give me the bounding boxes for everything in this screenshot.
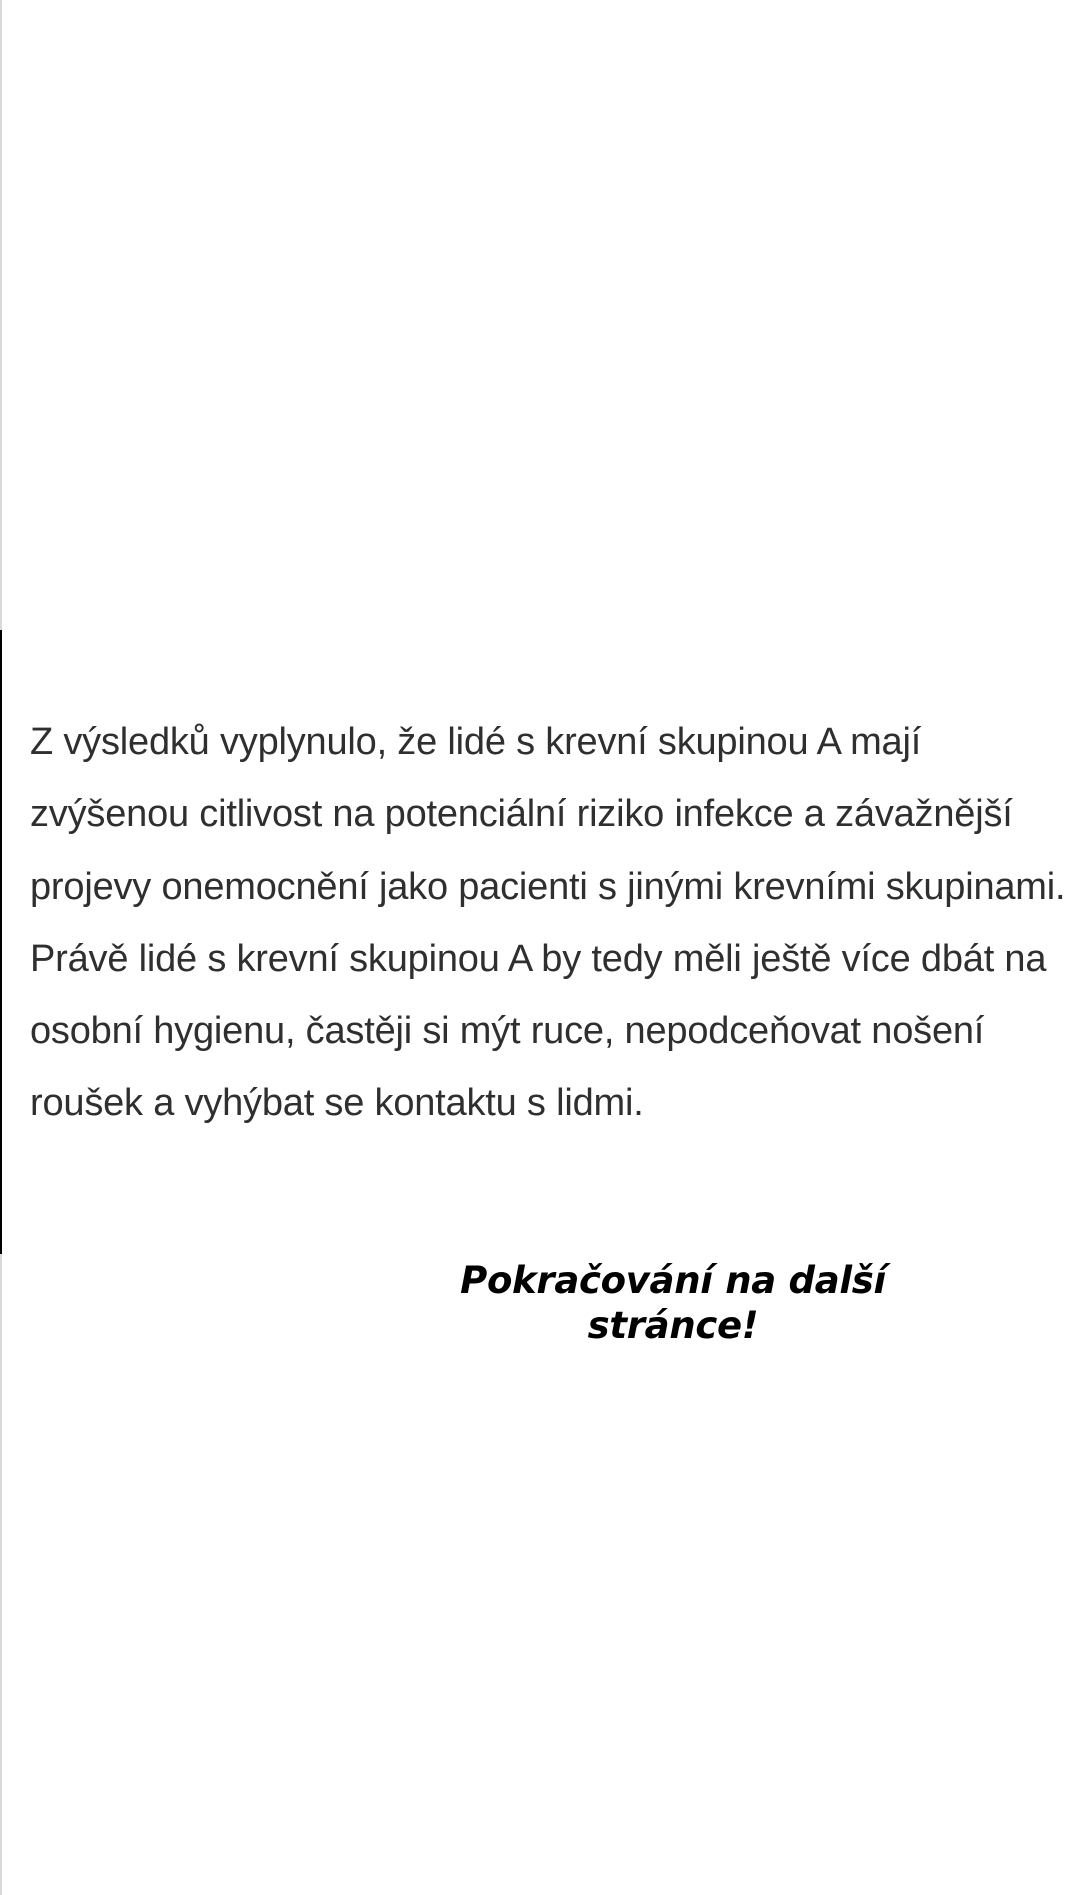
continuation-note: Pokračování na další stránce! bbox=[460, 1259, 886, 1347]
text-block-edge-marker bbox=[0, 630, 2, 1254]
article-paragraph: Z výsledků vyplynulo, že lidé s krevní skupinou A mají zvýšenou citlivost na potenciální riziko infekce a závažnější projevy onemocnění jako pacienti s jinými krevními skupinami. Právě lidé s krevní skupinou A by tedy měli ještě více dbát na osobní hygienu, častěji si mýt ruce, nepodceňovat nošení roušek a vyhýbat se kontaktu s lidmi. bbox=[30, 721, 1066, 1125]
